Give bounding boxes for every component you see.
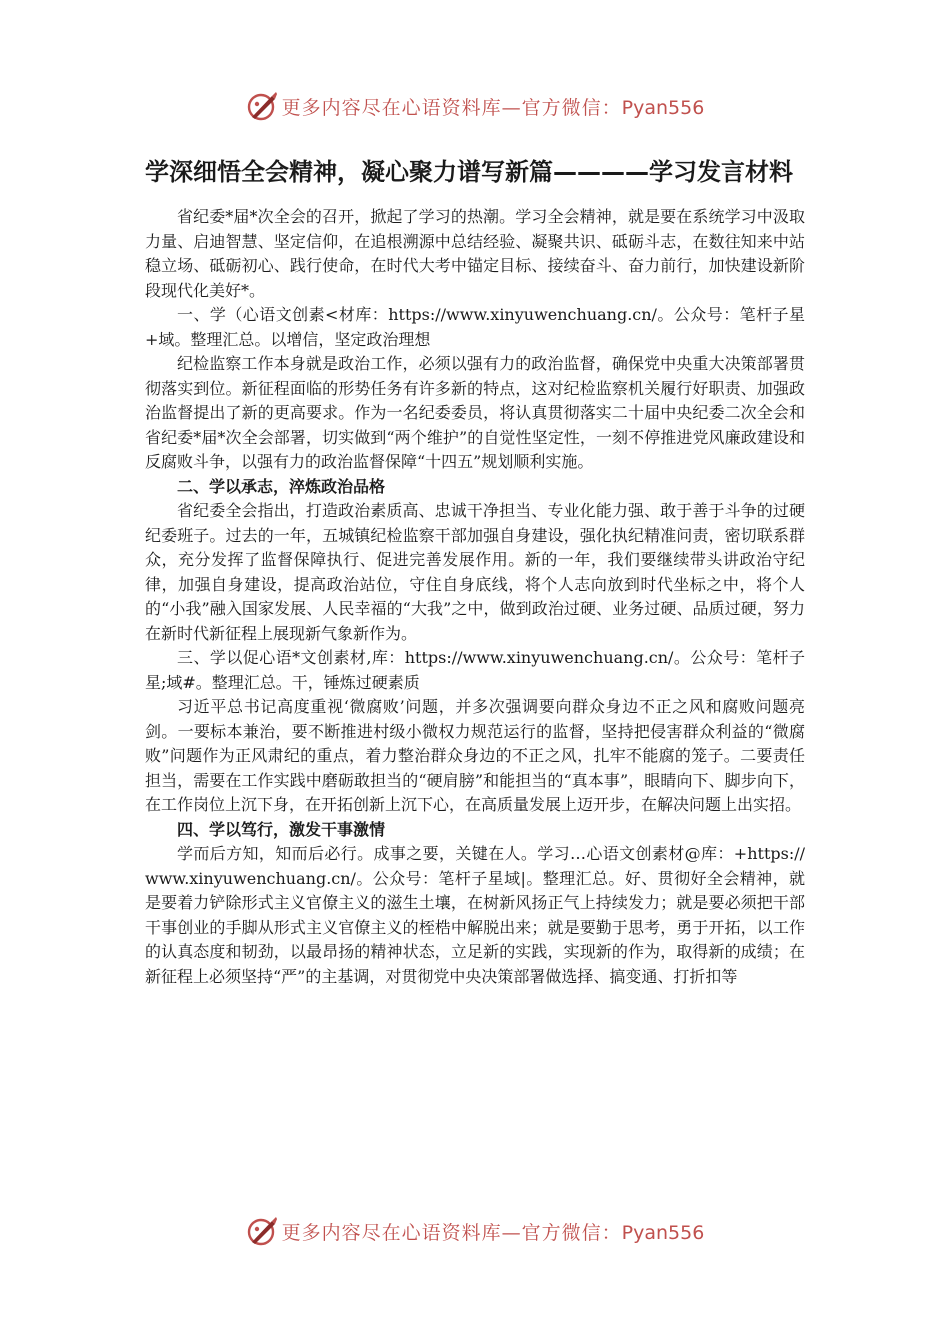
- header-banner: [0, 86, 950, 126]
- body-paragraph: 学而后方知，知而后必行。成事之要，关键在人。学习…心语文创素材@库：+https://www.xinyuwenchuang.cn/。公众号：笔杆子星域|。整理汇总。好、贯彻好全会精神，就是要着力铲除形式主义官僚主义的滋生土壤，在树新风扬正气上持续发力；就是要必须把干部干事创业的手脚从形式主义官僚主义的桎梏中解脱出来；就是要勤于思考，勇于开拓，以工作的认真态度和韧劲，以最昂扬的精神状态，立足新的实践，实现新的作为，取得新的成绩；在新征程上必须坚持“严”的主基调，对贯彻党中央决策部署做选择、搞变通、打折扣等: [145, 844, 805, 986]
- body-paragraph: 一、学（心语文创素<材库：https://www.xinyuwenchuang.cn/。公众号：笔杆子星+域。整理汇总。以增信，坚定政治理想: [145, 305, 805, 349]
- document-body: [145, 146, 805, 989]
- pen-logo-icon: [246, 1215, 278, 1247]
- body-paragraph: 省纪委*届*次全会的召开，掀起了学习的热潮。学习全会精神，就是要在系统学习中汲取力量、启迪智慧、坚定信仰，在追根溯源中总结经验、凝聚共识、砥砺斗志，在数往知来中站稳立场、砥砺初心、践行使命，在时代大考中锚定目标、接续奋斗、奋力前行，加快建设新阶段现代化美好*。: [145, 207, 805, 300]
- footer-banner: [0, 1211, 950, 1251]
- banner-text: 更多内容尽在心语资料库—官方微信：Pyan556: [281, 1221, 705, 1244]
- paragraph-list: [145, 205, 805, 989]
- body-paragraph: 纪检监察工作本身就是政治工作，必须以强有力的政治监督，确保党中央重大决策部署贯彻落实到位。新征程面临的形势任务有许多新的特点，这对纪检监察机关履行好职责、加强政治监督提出了新的更高要求。作为一名纪委委员，将认真贯彻落实二十届中央纪委二次全会和省纪委*届*次全会部署，切实做到“两个维护”的自觉性坚定性，一刻不停推进党风廉政建设和反腐败斗争，以强有力的政治监督保障“十四五”规划顺利实施。: [145, 354, 805, 471]
- body-paragraph: 省纪委全会指出，打造政治素质高、忠诚干净担当、专业化能力强、敢于善于斗争的过硬纪委班子。过去的一年，五城镇纪检监察干部加强自身建设，强化执纪精准问责，密切联系群众，充分发挥了监督保障执行、促进完善发展作用。新的一年，我们要继续带头讲政治守纪律，加强自身建设，提高政治站位，守住自身底线，将个人志向放到时代坐标之中，将个人的“小我”融入国家发展、人民幸福的“大我”之中，做到政治过硬、业务过硬、品质过硬，努力在新时代新征程上展现新气象新作为。: [145, 501, 805, 643]
- document-title: 学深细悟全会精神，凝心聚力谱写新篇————学习发言材料: [145, 158, 793, 186]
- section-heading: 二、学以承志，淬炼政治品格: [177, 476, 386, 496]
- body-paragraph: 三、学以促心语*文创素材,库：https://www.xinyuwenchuang.cn/。公众号：笔杆子星;域#。整理汇总。干，锤炼过硬素质: [145, 648, 805, 692]
- body-paragraph: 习近平总书记高度重视‘微腐败’问题，并多次强调要向群众身边不正之风和腐败问题亮剑。一要标本兼治，要不断推进村级小微权力规范运行的监督，坚持把侵害群众利益的“微腐败”问题作为正风肃纪的重点，着力整治群众身边的不正之风，扎牢不能腐的笼子。二要责任担当，需要在工作实践中磨砺敢担当的“硬肩膀”和能担当的“真本事”，眼睛向下、脚步向下，在工作岗位上沉下身，在开拓创新上沉下心，在高质量发展上迈开步，在解决问题上出实招。: [145, 697, 805, 814]
- pen-logo-icon: [246, 90, 278, 122]
- banner-text: 更多内容尽在心语资料库—官方微信：Pyan556: [281, 96, 705, 119]
- section-heading: 四、学以笃行，激发干事激情: [177, 819, 386, 839]
